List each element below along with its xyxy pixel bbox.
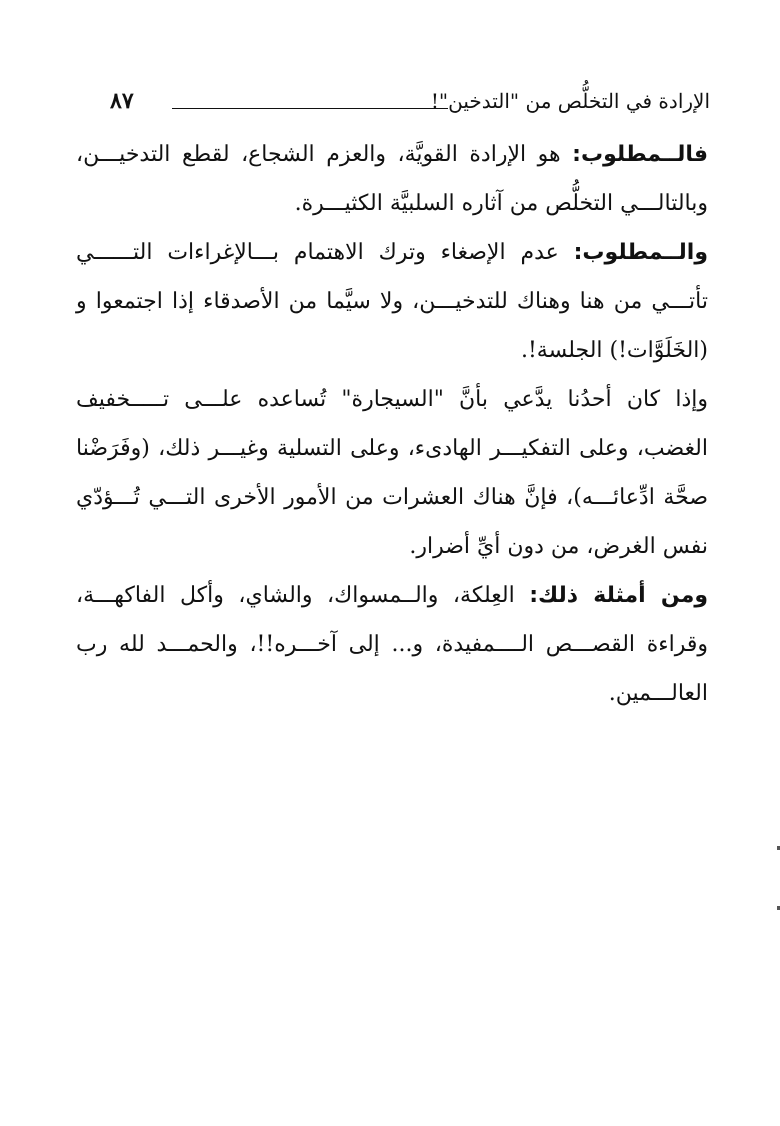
paragraph [76, 228, 708, 375]
paragraph-lead: ومن أمثلة ذلك: [529, 583, 708, 608]
paragraph-text: وإذا كان أحدُنا يدَّعي بأنَّ "السيجارة" تُساعده علـــى تـــــخفيف الغضب، وعلى التفكيـــر الهادىء، وعلى التسلية وغيـــر ذلك، (وفَرَضْنا صحَّة ادِّعائـــه)، فإنَّ هناك العشرات من الأمور الأخرى التـــي تُـــؤدّي نفس الغرض، من دون أيِّ أضرار. [76, 387, 708, 559]
body-text [76, 130, 708, 718]
paragraph-text: العِلكة، والــمسواك، والشاي، وأكل الفاكهـــة، وقراءة القصـــص الــــمفيدة، و... إلى آخـــره!!، والحمـــد لله رب العالـــمين. [76, 583, 708, 706]
header-rule [172, 108, 448, 109]
paragraph-lead: فالــمطلوب: [572, 142, 708, 167]
paragraph-lead: والــمطلوب: [573, 240, 708, 265]
paragraph [76, 571, 708, 718]
paragraph-text: هو الإرادة القويَّة، والعزم الشجاع، لقطع التدخيـــن، وبالتالـــي التخلُّص من آثاره السلبيَّة الكثيـــرة. [76, 142, 708, 216]
page-number: ٨٧ [110, 88, 134, 114]
page-header [110, 86, 710, 120]
paragraph [76, 130, 708, 228]
running-title: الإرادة في التخلُّص من "التدخين"! [430, 89, 710, 113]
paragraph-text: عدم الإصغاء وترك الاهتمام بـــالإغراءات التــــــي تأتـــي من هنا وهناك للتدخيـــن، ولا سيَّما من الأصدقاء إذا اجتمعوا و (الخَلَوَّات!) الجلسة!. [76, 240, 708, 363]
paragraph [76, 375, 708, 571]
